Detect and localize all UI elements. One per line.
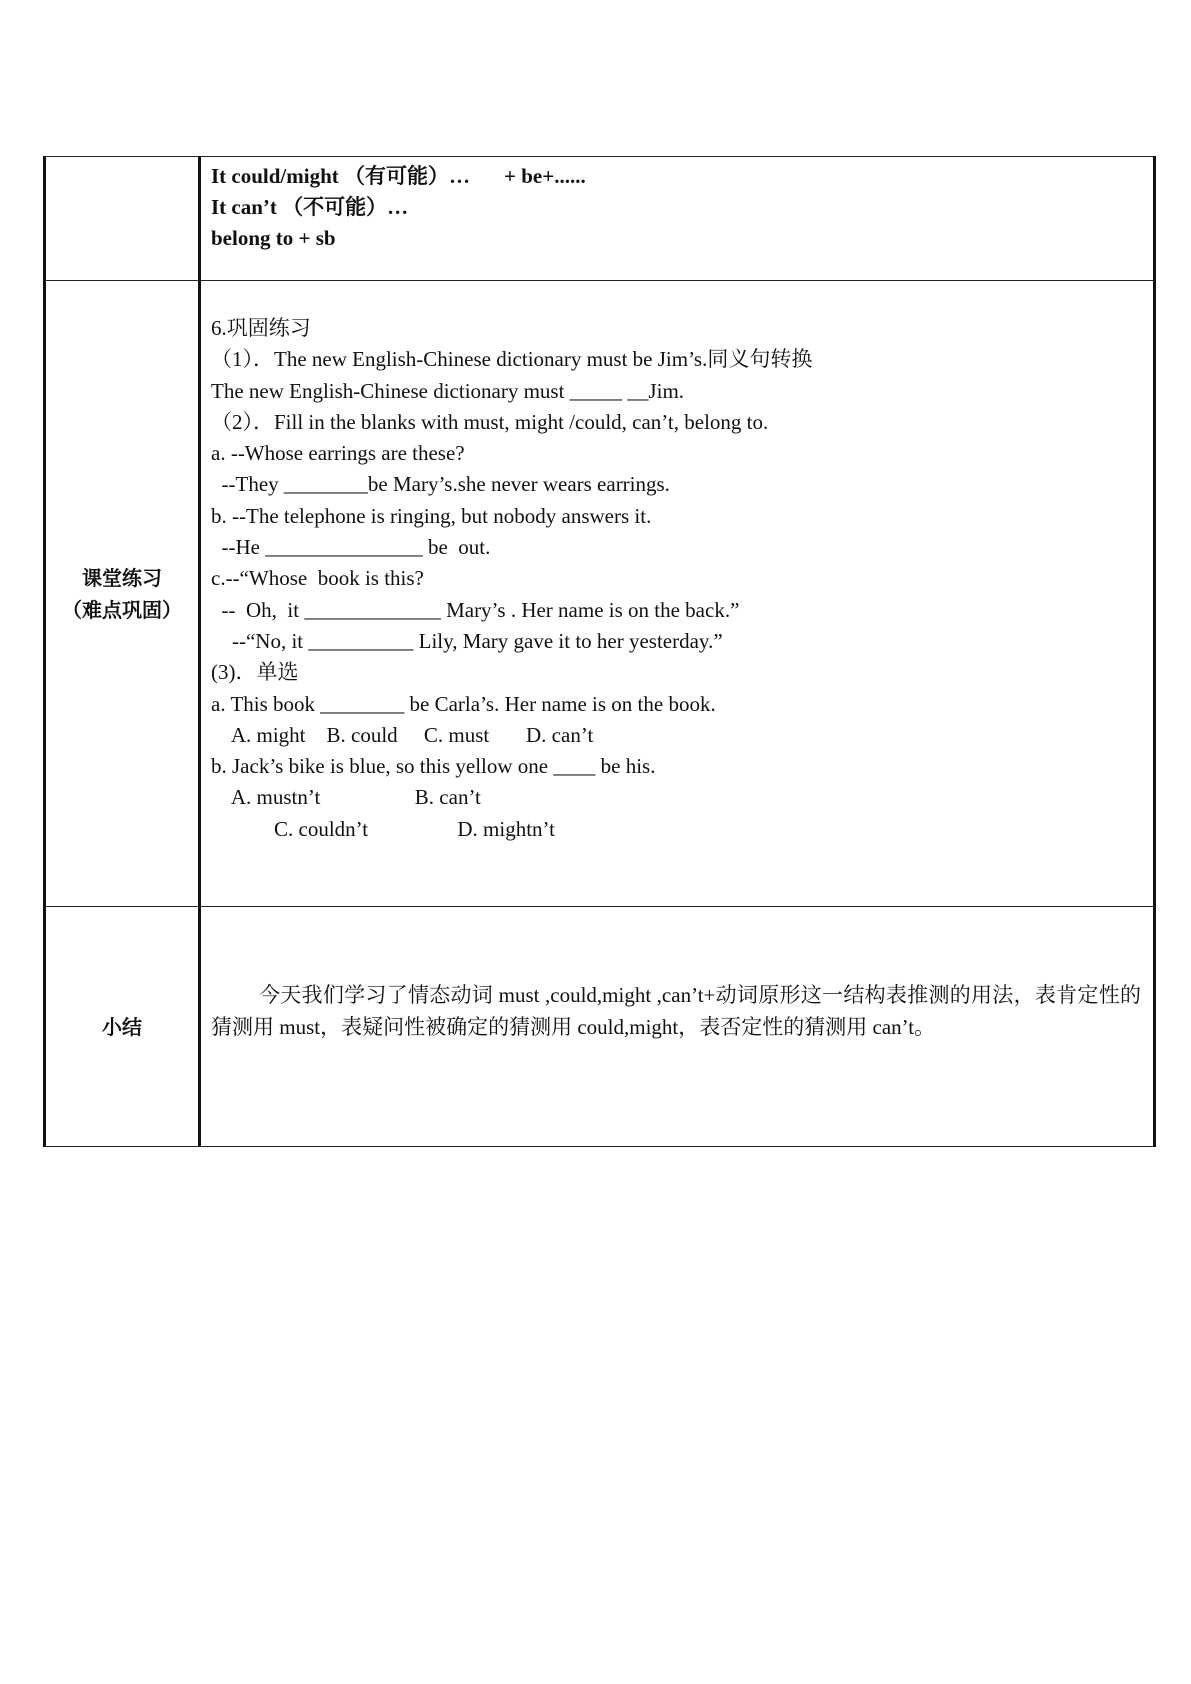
exercise-3-heading: (3)．单选	[211, 660, 299, 685]
lesson-table	[43, 156, 1156, 1147]
exercise-1-blank-sentence: The new English-Chinese dictionary must _____ __Jim.	[211, 378, 685, 403]
grammar-notes-row	[45, 157, 1155, 281]
practice-sublabel: （难点巩固）	[62, 597, 182, 622]
practice-row	[45, 281, 1155, 907]
lesson-plan-sheet	[43, 156, 1153, 1147]
exercise-2a-question: a. --Whose earrings are these?	[211, 441, 465, 466]
exercise-3a-options: A. might B. could C. must D. can’t	[211, 722, 594, 747]
practice-content	[201, 281, 1153, 845]
practice-label: 课堂练习	[82, 565, 162, 590]
grammar-line-3: belong to + sb	[211, 226, 336, 250]
exercise-2b-answer: --He _______________ be out.	[211, 535, 491, 560]
grammar-line-1-main: It could/might （有可能）…	[211, 164, 471, 188]
summary-content-cell	[200, 907, 1155, 1147]
summary-text: 今天我们学习了情态动词 must ,could,might ,can’t+动词原形这一结构表推测的用法，表肯定性的猜测用 must，表疑问性被确定的猜测用 could,might，表否定性的猜测用 can’t。	[211, 983, 1141, 1039]
grammar-notes	[201, 157, 1153, 254]
exercise-2a-answer: --They ________be Mary’s.she never wears earrings.	[211, 472, 670, 497]
exercise-2c-answer-2: --“No, it __________ Lily, Mary gave it to her yesterday.”	[211, 628, 723, 653]
grammar-line-1-tail: + be+......	[504, 164, 586, 188]
grammar-notes-cell	[200, 157, 1155, 281]
exercise-3b-question: b. Jack’s bike is blue, so this yellow one ____ be his.	[211, 754, 656, 779]
grammar-line-2: It can’t （不可能）…	[211, 195, 409, 219]
summary-row	[45, 907, 1155, 1147]
exercise-3b-options-cd: C. couldn’t D. mightn’t	[211, 816, 555, 841]
exercise-3a-question: a. This book ________ be Carla’s. Her name is on the book.	[211, 691, 716, 716]
exercise-2b-question: b. --The telephone is ringing, but nobody answers it.	[211, 503, 652, 528]
practice-heading: 6.巩固练习	[211, 316, 311, 340]
grammar-line-1	[211, 161, 1143, 192]
summary-label-cell	[45, 907, 200, 1147]
exercise-2c-question: c.--“Whose book is this?	[211, 566, 424, 591]
summary-label: 小结	[102, 1014, 142, 1039]
exercise-2c-answer-1: -- Oh, it _____________ Mary’s . Her name is on the back.”	[211, 597, 740, 622]
grammar-notes-label-cell	[45, 157, 200, 281]
exercise-1-prompt: （1）．The new English-Chinese dictionary must be Jim’s.同义句转换	[211, 347, 813, 372]
practice-content-cell	[200, 281, 1155, 907]
exercise-3b-options-ab: A. mustn’t B. can’t	[211, 785, 481, 810]
practice-label-cell	[45, 281, 200, 907]
exercise-2-prompt: （2）．Fill in the blanks with must, might /could, can’t, belong to.	[211, 409, 769, 434]
